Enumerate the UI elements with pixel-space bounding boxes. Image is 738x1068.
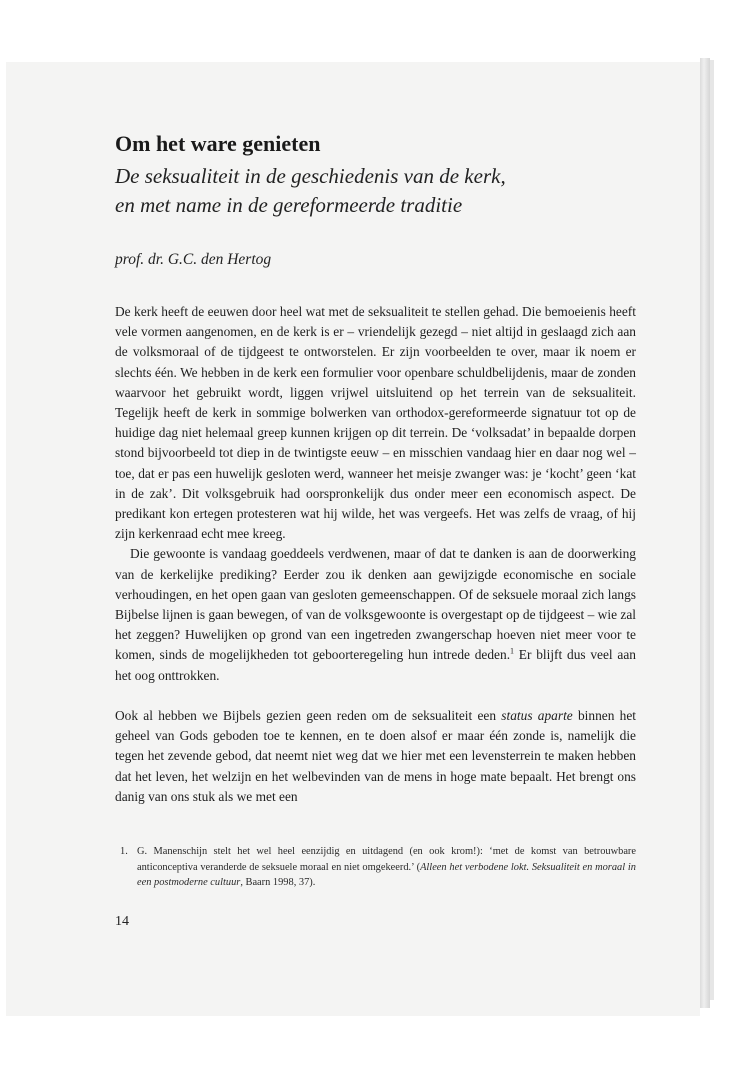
footnote-ref: 1 [510,646,515,656]
footnote-text [137,844,636,891]
page-edge [700,58,710,1008]
paragraph-2-end: Er blijft dus veel aan het oog onttrokken. [115,647,636,683]
footnote-text-b: , Baarn 1998, 37). [240,877,316,888]
footnote [115,844,636,891]
chapter-subtitle-line-1: De seksualiteit in de geschiedenis van de kerk, [115,164,506,188]
page-number: 14 [115,914,129,929]
paragraph-3-b: binnen het geheel van Gods geboden toe te kennen, en te doen alsof er maar één zonde is, namelijk die tegen het zevende gebod, dat neemt niet weg dat we hier met een levensterrein te maken hebben dat het leven, het welzijn en het welbevinden van de mens in hoge mate bepaalt. Het brengt ons danig van ons stuk als we met een [115,708,637,804]
paragraph-2 [115,544,636,685]
page-edge-shadow [710,60,714,1000]
body-text [115,302,636,686]
author: prof. dr. G.C. den Hertog [115,251,272,268]
chapter-subtitle-line-2: en met name in de gereformeerde traditie [115,193,463,217]
footnote-number: 1. [120,846,128,857]
paragraph-3 [115,706,636,807]
footnote-book-title: Alleen het verbodene lokt. Seksualiteit en moraal in een postmoderne cultuur [137,861,636,888]
paragraph-3-a: Ook al hebben we Bijbels gezien geen reden om de seksualiteit een [115,708,502,723]
paragraph-3-italic: status aparte [501,708,573,723]
footnote-text-a: G. Manenschijn stelt het wel heel eenzijdig en uitdagend (en ook krom!): ‘met de komst van betrouwbare anticonceptiva veranderde de seksuele moraal en niet omgekeerd.’ ( [137,846,636,873]
paragraph-2-text: Die gewoonte is vandaag goeddeels verdwenen, maar of dat te danken is aan de doorwerking van de kerkelijke prediking? Eerder zou ik denken aan gewijzigde economische en sociale verhoudingen, en het open gaan van gesloten gemeenschappen. Of de seksuele moraal zich langs Bijbelse lijnen is gaan bewegen, of van de volksgewoonte is overgestapt op de tijdgeest – wie zal het zeggen? Huwelijken op grond van een ingetreden zwangerschap hoeven niet meer voor te komen, sinds de mogelijkheden tot geboorteregeling hun intrede deden. [115,546,636,663]
chapter-title: Om het ware genieten [115,131,321,156]
paragraph-1: De kerk heeft de eeuwen door heel wat met de seksualiteit te stellen gehad. Die bemoeienis heeft vele vormen aangenomen, en de kerk is er – vriendelijk gezegd – niet altijd in geslaagd zich aan de volksmoraal of de tijdgeest te ontworstelen. Er zijn voorbeelden te over, maar ik noem er slechts één. We hebben in de kerk een formulier voor openbare schuldbelijdenis, maar de zonden waarvoor het gebruikt wordt, liggen vrijwel uitsluitend op het terrein van de seksualiteit. Tegelijk heeft de kerk in sommige bolwerken van orthodox-gereformeerde signatuur tot op de huidige dag niet helemaal greep kunnen krijgen op dit terrein. De ‘volksadat’ in bepaalde dorpen stond bijvoorbeeld tot diep in de twintigste eeuw – en misschien vandaag hier en daar nog wel – toe, dat er pas een huwelijk gesloten werd, wanneer het meisje zwanger was: je ‘kocht’ geen ‘kat in de zak’. Dit volksgebruik had oorspronkelijk dus onder meer een economisch aspect. De predikant kon ertegen protesteren wat hij wilde, het was vergeefs. Het was zelfs de vraag, of hij zijn kerkenraad echt mee kreeg. [115,304,636,542]
